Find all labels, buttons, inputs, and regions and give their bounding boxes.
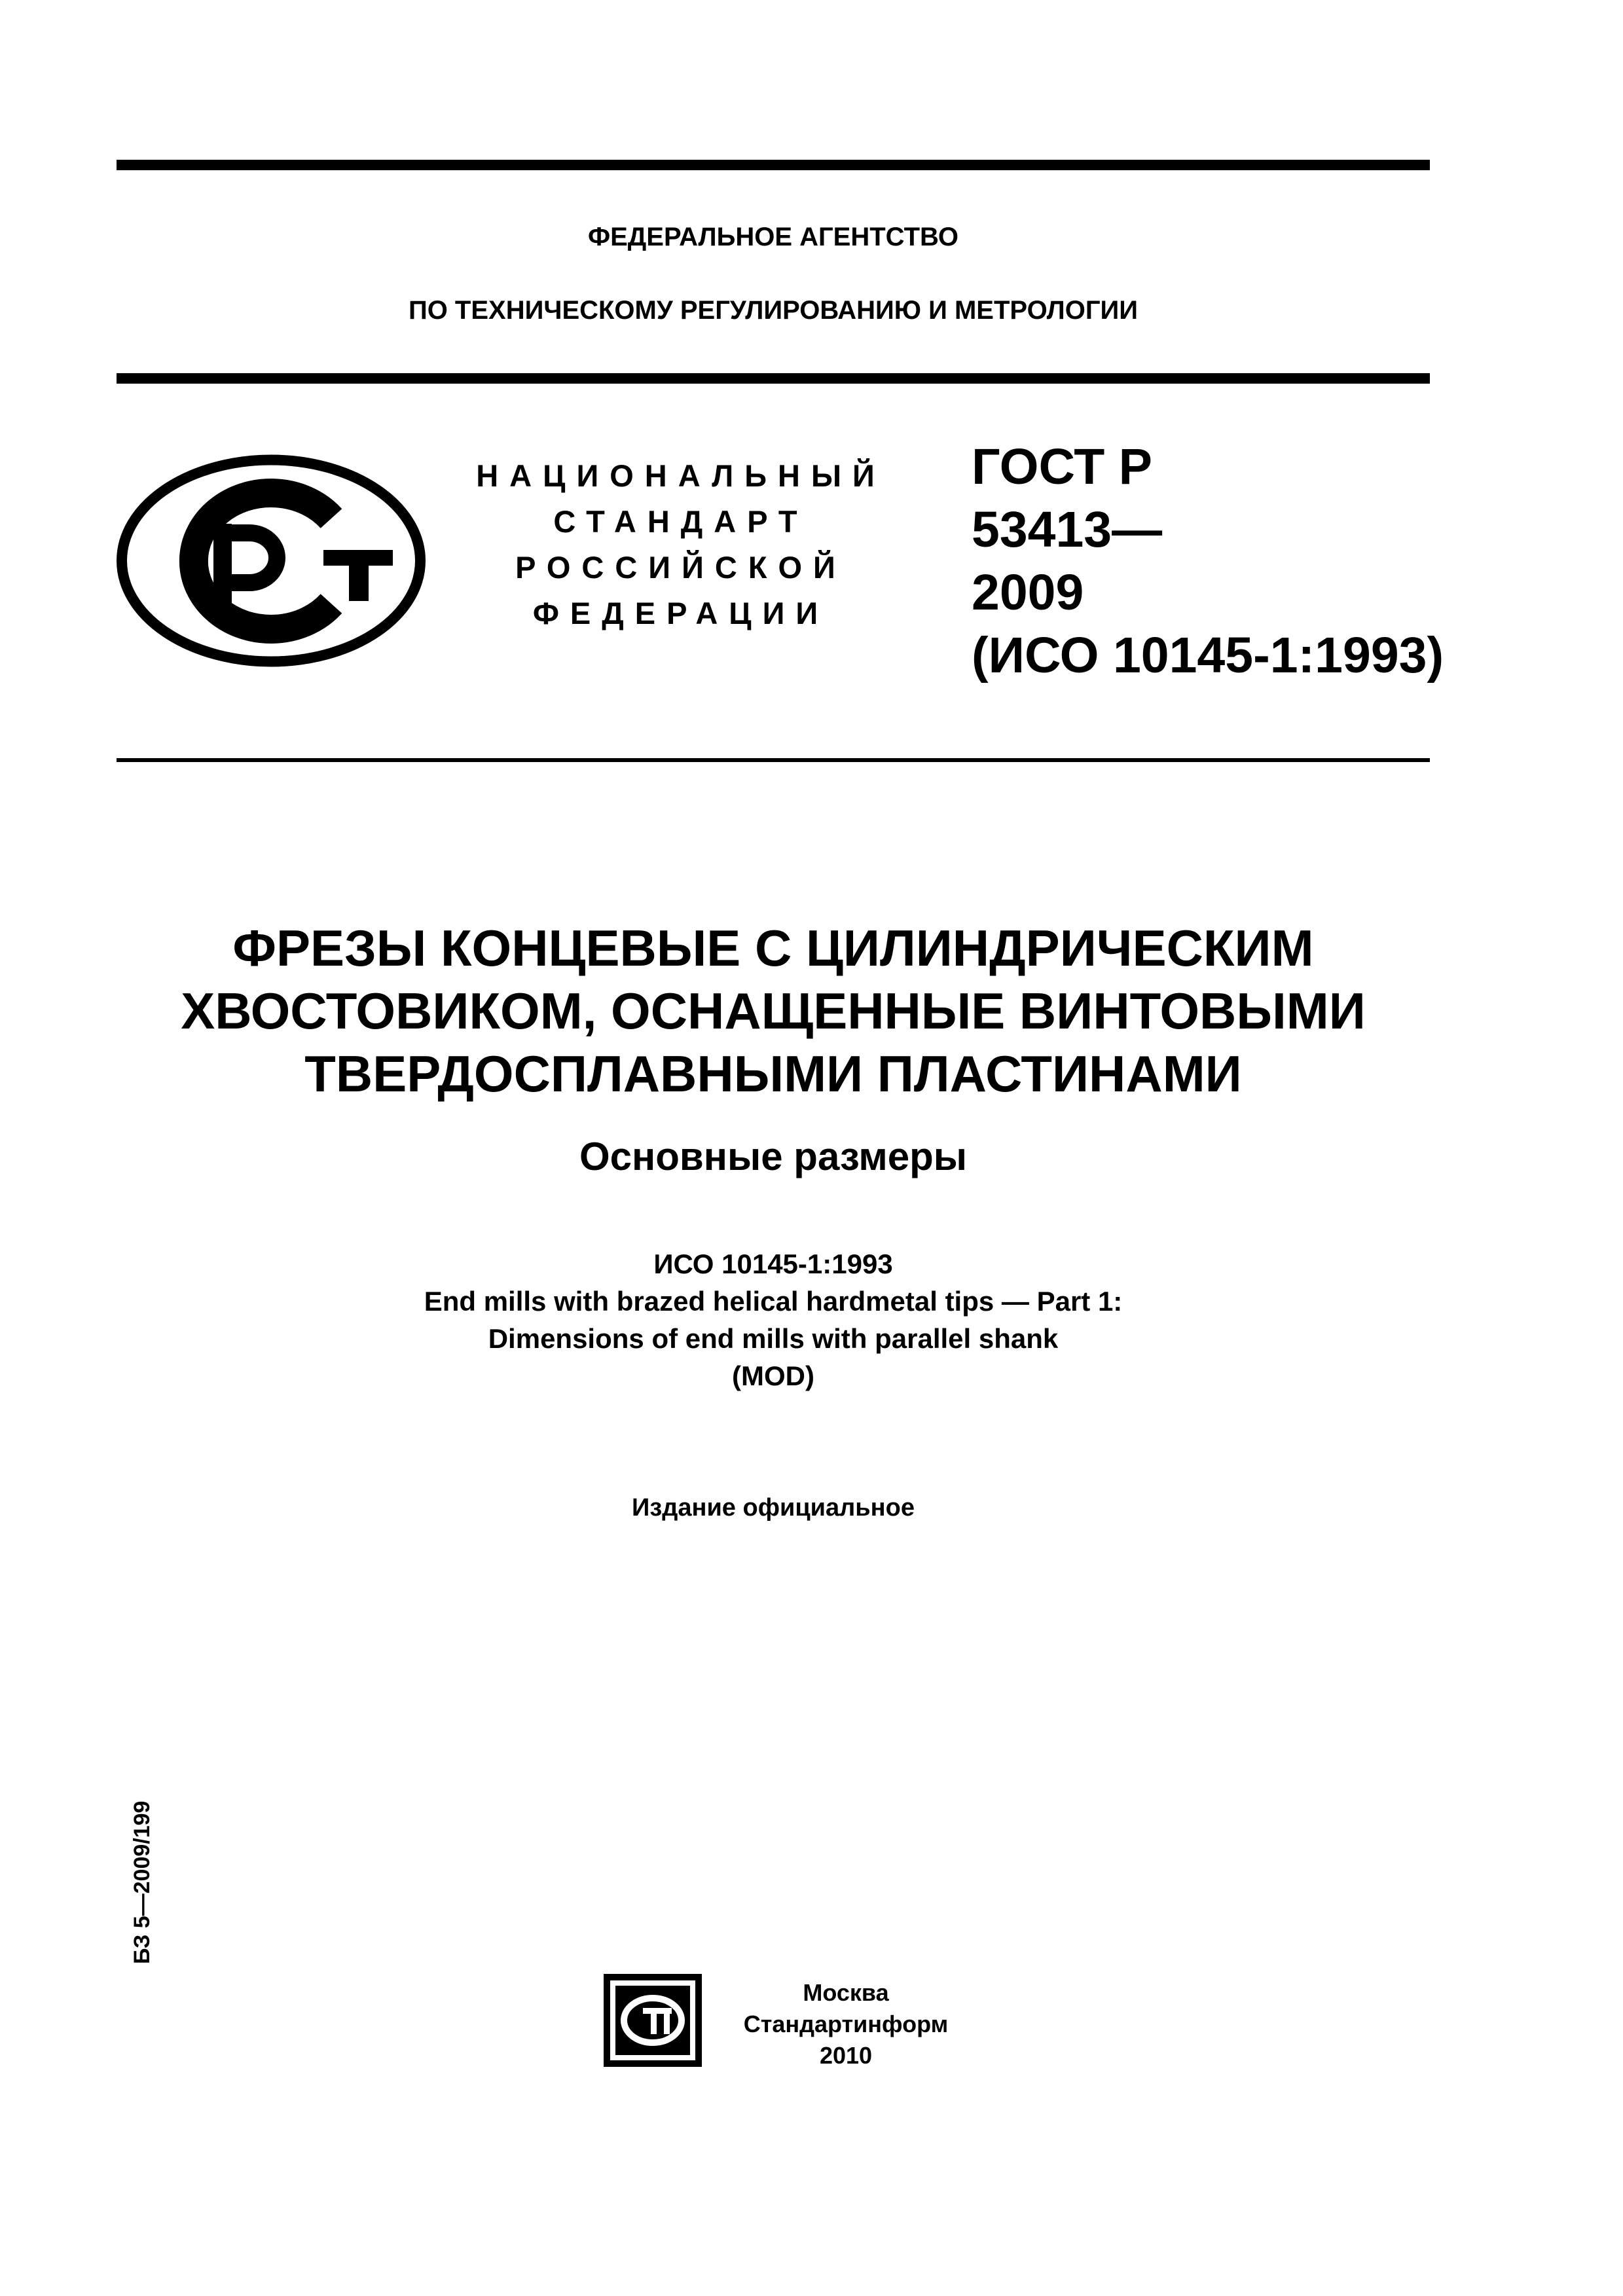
- gost-line-3: 2009: [972, 564, 1084, 621]
- agency-line-2: ПО ТЕХНИЧЕСКОМУ РЕГУЛИРОВАНИЮ И МЕТРОЛОГИИ: [408, 296, 1139, 325]
- rst-certification-logo: [115, 452, 427, 670]
- title-line-3: ТВЕРДОСПЛАВНЫМИ ПЛАСТИНАМИ: [304, 1045, 1242, 1102]
- gost-line-2: 53413—: [972, 501, 1163, 558]
- title-line-2: ХВОСТОВИКОМ, ОСНАЩЕННЫЕ ВИНТОВЫМИ: [181, 982, 1366, 1040]
- iso-line-4: (MOD): [732, 1360, 814, 1391]
- iso-reference: [117, 1245, 1430, 1394]
- iso-line-2: End mills with brazed helical hardmetal tips — Part 1:: [424, 1286, 1123, 1317]
- edition-label: Издание официальное: [632, 1494, 915, 1522]
- title-line-1: ФРЕЗЫ КОНЦЕВЫЕ С ЦИЛИНДРИЧЕСКИМ: [232, 919, 1314, 977]
- publisher-info: [715, 1977, 977, 2071]
- top-rule: [117, 160, 1430, 170]
- national-standard-line-4: ФЕДЕРАЦИИ: [532, 596, 830, 630]
- national-standard-label: [452, 453, 910, 636]
- bz-code: БЗ 5—2009/199: [130, 1800, 155, 1964]
- agency-line-1: ФЕДЕРАЛЬНОЕ АГЕНТСТВО: [587, 223, 959, 251]
- publisher-city: Москва: [803, 1979, 889, 2006]
- agency-bottom-rule: [117, 373, 1430, 384]
- publisher-name: Стандартинформ: [743, 2011, 949, 2037]
- gost-line-1: ГОСТ Р: [972, 439, 1153, 495]
- iso-line-1: ИСО 10145-1:1993: [653, 1248, 893, 1279]
- document-title: [117, 917, 1430, 1105]
- header-bottom-rule: [117, 758, 1430, 762]
- gost-line-4: (ИСО 10145-1:1993): [972, 627, 1444, 683]
- iso-line-3: Dimensions of end mills with parallel shank: [488, 1323, 1059, 1354]
- gost-designation: [972, 435, 1444, 687]
- national-standard-line-1: НАЦИОНАЛЬНЫЙ: [476, 458, 886, 493]
- document-subtitle: Основные размеры: [579, 1135, 968, 1178]
- national-standard-line-3: РОССИЙСКОЙ: [515, 550, 847, 585]
- standartinform-logo: [604, 1974, 702, 2067]
- national-standard-line-2: СТАНДАРТ: [553, 504, 809, 539]
- publisher-year: 2010: [819, 2042, 873, 2069]
